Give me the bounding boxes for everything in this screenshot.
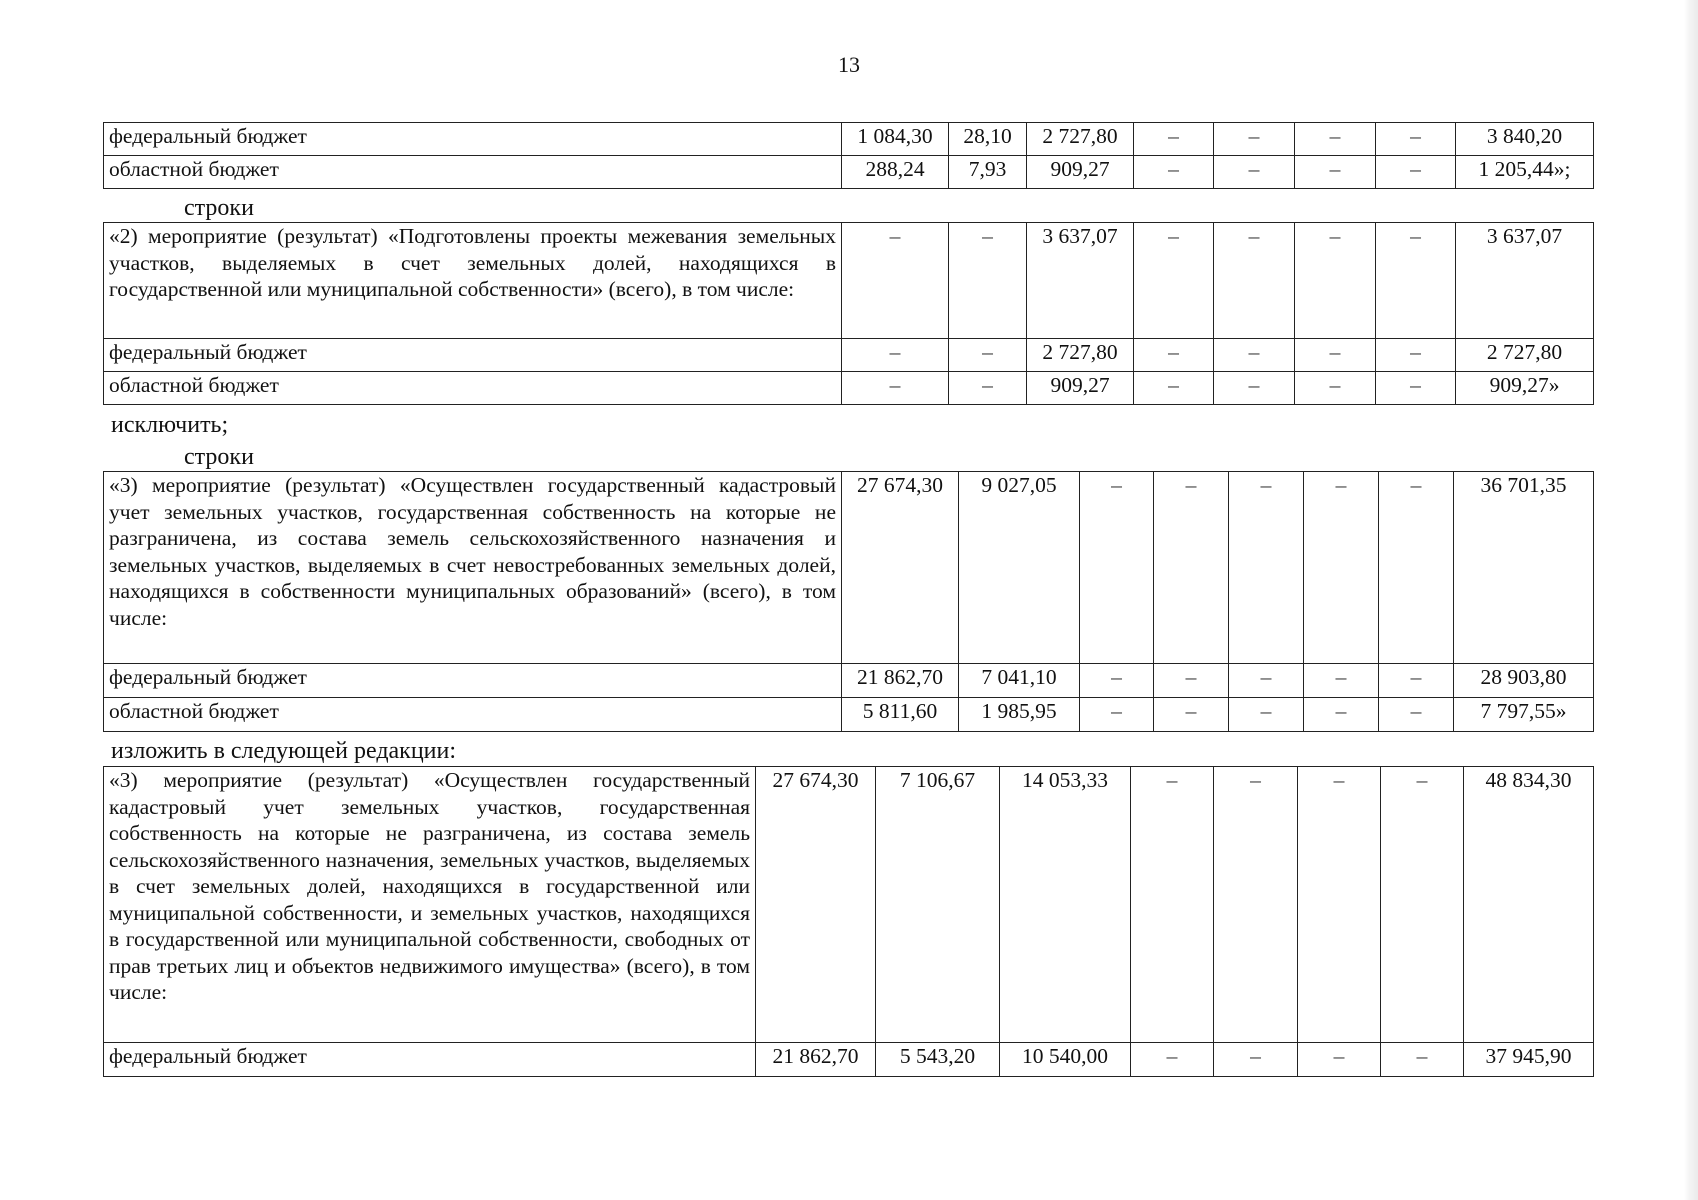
cell: – xyxy=(1376,123,1456,156)
cell: 909,27» xyxy=(1456,372,1594,405)
cell: – xyxy=(842,223,949,339)
row-label: федеральный бюджет xyxy=(104,1043,756,1077)
row-label: «3) мероприятие (результат) «Осуществлен государственный кадастровый учет земельных участков, государственная собственность на которые не разграничена, из состава земель сельскохозяйственного назначения и земельных участков, выделяемых в счет невостребованных земельных долей, находящихся в собственности муниципальных образований» (всего), в том числе: xyxy=(104,472,842,664)
cell: – xyxy=(1131,1043,1214,1077)
cell: – xyxy=(1134,339,1214,372)
table-row xyxy=(104,372,1594,405)
cell: – xyxy=(1298,1043,1381,1077)
cell: 7 106,67 xyxy=(876,767,1000,1043)
table-row xyxy=(104,156,1594,189)
cell: 2 727,80 xyxy=(1456,339,1594,372)
cell: 28 903,80 xyxy=(1454,664,1594,698)
cell: – xyxy=(1381,1043,1464,1077)
cell: – xyxy=(842,339,949,372)
cell: 909,27 xyxy=(1027,156,1134,189)
row-label: «3) мероприятие (результат) «Осуществлен государственный кадастровый учет земельных участков, государственная собственность на которые не разграничена, из состава земель сельскохозяйственного назначения, земельных участков, выделяемых в счет земельных долей, находящихся в государственной или муниципальной собственности, и земельных участков, находящихся в государственной или муниципальной собственности, свободных от прав третьих лиц и объектов недвижимого имущества» (всего), в том числе: xyxy=(104,767,756,1043)
cell: 27 674,30 xyxy=(756,767,876,1043)
cell: 21 862,70 xyxy=(756,1043,876,1077)
cell: 7 797,55» xyxy=(1454,698,1594,732)
cell: – xyxy=(1214,339,1295,372)
cell: 1 205,44»; xyxy=(1456,156,1594,189)
cell: 3 840,20 xyxy=(1456,123,1594,156)
cell: – xyxy=(1379,698,1454,732)
label-stroki: строки xyxy=(184,195,254,221)
cell: 28,10 xyxy=(949,123,1027,156)
cell: – xyxy=(1154,664,1229,698)
cell: – xyxy=(1214,1043,1298,1077)
cell: 1 084,30 xyxy=(842,123,949,156)
cell: – xyxy=(1229,664,1304,698)
table-row xyxy=(104,339,1594,372)
cell: – xyxy=(1134,223,1214,339)
cell: 9 027,05 xyxy=(959,472,1080,664)
cell: – xyxy=(1298,767,1381,1043)
cell: – xyxy=(1376,223,1456,339)
row-label: областной бюджет xyxy=(104,372,842,405)
cell: – xyxy=(1304,472,1379,664)
cell: 288,24 xyxy=(842,156,949,189)
cell: – xyxy=(1295,123,1376,156)
cell: – xyxy=(1214,123,1295,156)
cell: 1 985,95 xyxy=(959,698,1080,732)
cell: – xyxy=(1295,223,1376,339)
table-row xyxy=(104,472,1594,664)
label-iskluchit: исключить; xyxy=(111,412,229,438)
row-label: федеральный бюджет xyxy=(104,123,842,156)
cell: 14 053,33 xyxy=(1000,767,1131,1043)
cell: – xyxy=(1134,123,1214,156)
page-number: 13 xyxy=(838,52,860,77)
cell: – xyxy=(1295,372,1376,405)
cell: – xyxy=(1295,339,1376,372)
cell: – xyxy=(1134,372,1214,405)
cell: – xyxy=(1376,156,1456,189)
cell: – xyxy=(1229,698,1304,732)
cell: – xyxy=(1154,698,1229,732)
cell: – xyxy=(1080,664,1154,698)
cell: 2 727,80 xyxy=(1027,339,1134,372)
cell: – xyxy=(949,372,1027,405)
cell: – xyxy=(1214,767,1298,1043)
cell: 21 862,70 xyxy=(842,664,959,698)
row-label: «2) мероприятие (результат) «Подготовлены проекты межевания земельных участков, выделяемых в счет земельных долей, находящихся в государственной или муниципальной собственности» (всего), в том числе: xyxy=(104,223,842,339)
cell: 48 834,30 xyxy=(1464,767,1594,1043)
cell: – xyxy=(1134,156,1214,189)
cell: 5 543,20 xyxy=(876,1043,1000,1077)
cell: – xyxy=(949,223,1027,339)
row-label: областной бюджет xyxy=(104,698,842,732)
cell: – xyxy=(1131,767,1214,1043)
cell: 37 945,90 xyxy=(1464,1043,1594,1077)
table-row xyxy=(104,1043,1594,1077)
cell: – xyxy=(1214,156,1295,189)
cell: – xyxy=(1080,698,1154,732)
scan-edge xyxy=(1684,0,1698,1200)
cell: 10 540,00 xyxy=(1000,1043,1131,1077)
cell: 909,27 xyxy=(1027,372,1134,405)
cell: – xyxy=(1376,339,1456,372)
cell: 5 811,60 xyxy=(842,698,959,732)
cell: – xyxy=(1381,767,1464,1043)
cell: – xyxy=(1214,372,1295,405)
cell: – xyxy=(1376,372,1456,405)
cell: 3 637,07 xyxy=(1027,223,1134,339)
table-block-1 xyxy=(103,122,1594,189)
cell: 7 041,10 xyxy=(959,664,1080,698)
cell: – xyxy=(1080,472,1154,664)
cell: 27 674,30 xyxy=(842,472,959,664)
table-row xyxy=(104,698,1594,732)
cell: – xyxy=(1304,664,1379,698)
cell: 7,93 xyxy=(949,156,1027,189)
cell: – xyxy=(1229,472,1304,664)
row-label: федеральный бюджет xyxy=(104,664,842,698)
row-label: областной бюджет xyxy=(104,156,842,189)
cell: – xyxy=(1295,156,1376,189)
label-izlozhit: изложить в следующей редакции: xyxy=(111,738,457,764)
cell: – xyxy=(1379,472,1454,664)
table-row xyxy=(104,767,1594,1043)
cell: 3 637,07 xyxy=(1456,223,1594,339)
row-label: федеральный бюджет xyxy=(104,339,842,372)
cell: – xyxy=(1304,698,1379,732)
label-stroki: строки xyxy=(184,444,254,470)
cell: – xyxy=(1214,223,1295,339)
table-row xyxy=(104,664,1594,698)
table-row xyxy=(104,223,1594,339)
cell: – xyxy=(1154,472,1229,664)
cell: – xyxy=(842,372,949,405)
cell: 36 701,35 xyxy=(1454,472,1594,664)
table-block-2 xyxy=(103,222,1594,405)
cell: – xyxy=(949,339,1027,372)
table-block-3 xyxy=(103,471,1594,732)
table-block-4 xyxy=(103,766,1594,1077)
table-row xyxy=(104,123,1594,156)
cell: – xyxy=(1379,664,1454,698)
cell: 2 727,80 xyxy=(1027,123,1134,156)
